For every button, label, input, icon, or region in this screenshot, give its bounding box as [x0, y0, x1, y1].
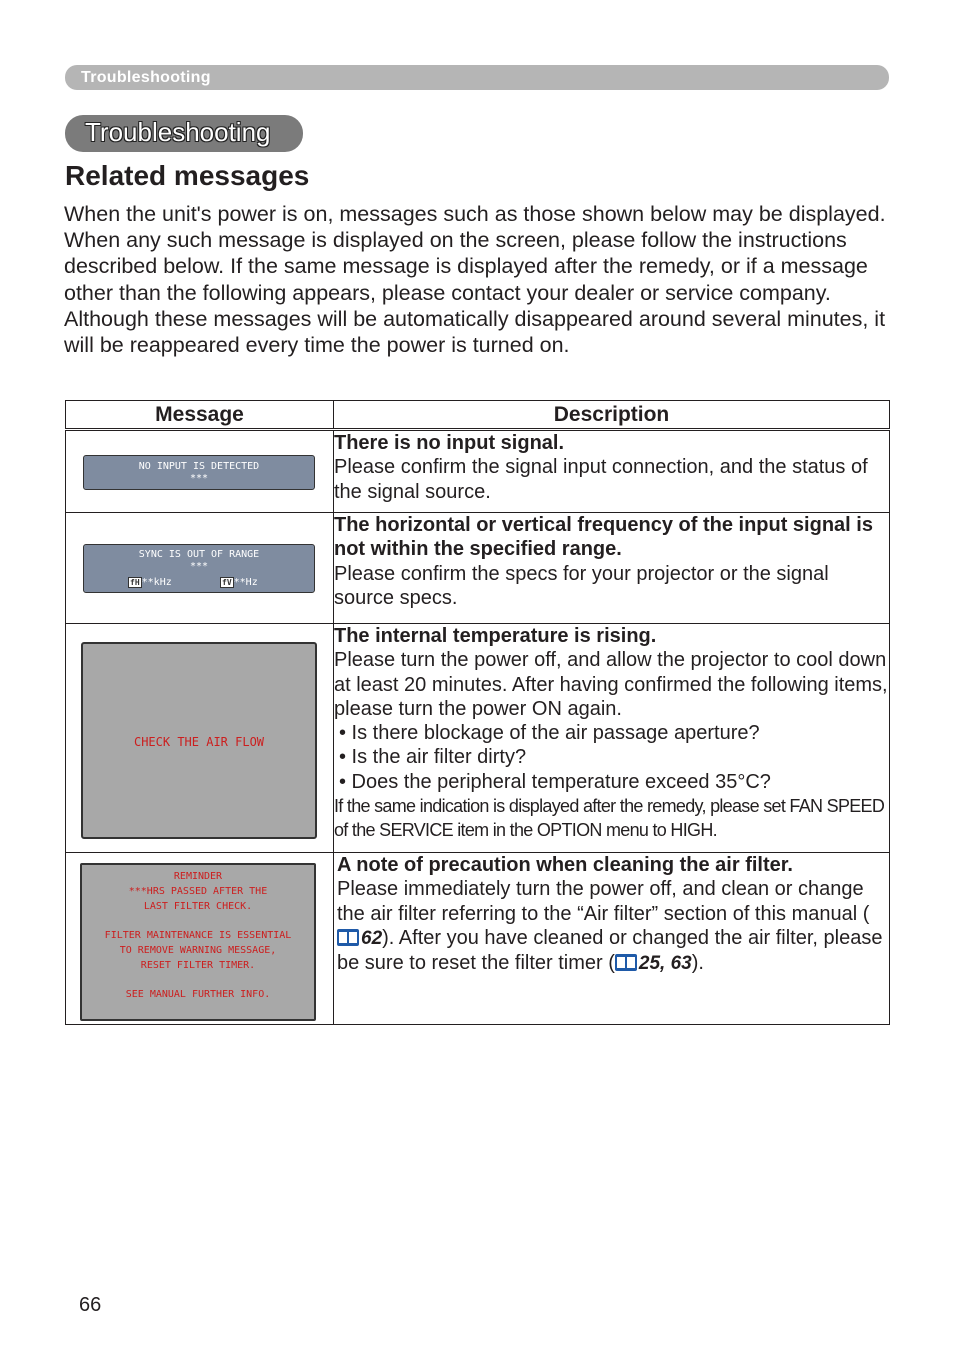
fh-icon: fH [130, 578, 140, 587]
osd-text: LAST FILTER CHECK. [143, 900, 253, 912]
description-cell [334, 513, 890, 624]
osd-no-input [83, 455, 315, 490]
section-pill [65, 115, 303, 152]
osd-text [82, 914, 314, 929]
osd-text: RESET FILTER TIMER. [140, 959, 256, 971]
description-title: The internal temperature is rising. [334, 625, 657, 647]
osd-text: FILTER MAINTENANCE IS ESSENTIAL [104, 930, 292, 942]
osd-fh-readout [128, 577, 172, 589]
description-body [337, 877, 889, 976]
message-cell [66, 513, 334, 624]
osd-text: NO INPUT IS DETECTED [138, 461, 260, 472]
book-icon [337, 929, 359, 946]
description-title: A note of precaution when cleaning the air filter. [337, 854, 793, 876]
osd-text: **kHz [141, 577, 172, 588]
description-body: Please confirm the signal input connection, and the status of the signal source. [334, 456, 868, 503]
page-number: 66 [79, 1294, 102, 1316]
description-cell [334, 853, 890, 1025]
section-title: Troubleshooting [85, 117, 271, 147]
table-row [66, 853, 890, 1025]
column-header-message: Message [66, 401, 334, 430]
column-header-description: Description [334, 401, 890, 430]
page-reference[interactable]: 25, 63 [638, 953, 692, 975]
list-item: • Does the peripheral temperature exceed 35°C? [339, 770, 771, 793]
list-item: • Is the air filter dirty? [339, 746, 527, 769]
osd-text [82, 974, 314, 989]
intro-text [64, 201, 894, 358]
message-cell [66, 430, 334, 513]
fv-icon: fV [222, 578, 232, 587]
body-text: Please immediately turn the power off, and clean or change the air filter referring to the “Air filter” section of this manual ( [337, 878, 870, 925]
osd-text: *** [189, 561, 209, 572]
page-reference[interactable]: 62 [361, 927, 383, 949]
description-title: The horizontal or vertical frequency of the input signal is not within the specified range. [334, 514, 873, 561]
osd-text: **Hz [233, 577, 258, 588]
osd-text: *** [189, 473, 209, 484]
osd-text: TO REMOVE WARNING MESSAGE, [119, 944, 277, 956]
table-row [66, 430, 890, 513]
message-cell [66, 853, 334, 1025]
description-title: There is no input signal. [334, 432, 565, 454]
description-note: If the same indication is displayed after the remedy, please set FAN SPEED of the SERVICE item in the OPTION menu to HIGH. [334, 796, 885, 841]
osd-reminder-lines [82, 870, 314, 1003]
table-header-row [66, 401, 890, 430]
intro-paragraph-2: Although these messages will be automatically disappeared around several minutes, it will be reappeared every time the power is turned on. [64, 306, 886, 358]
messages-table [65, 400, 890, 1025]
bullet-list [334, 721, 889, 794]
header-label: Troubleshooting [81, 69, 211, 86]
osd-text: SEE MANUAL FURTHER INFO. [125, 989, 271, 1001]
intro-paragraph-1: When the unit's power is on, messages such as those shown below may be displayed. When any such message is displayed on the screen, please follow the instructions described below. If the same message is displayed after the remedy, or if a message other than the following appears, please contact your dealer or service company. [64, 202, 886, 305]
description-cell [334, 430, 890, 513]
osd-text: SYNC IS OUT OF RANGE [138, 549, 260, 560]
description-cell [334, 624, 890, 853]
page-heading: Related messages [65, 160, 310, 191]
table-row [66, 624, 890, 853]
header-bar [65, 65, 889, 90]
body-text: ). After you have cleaned or changed the air filter, please be sure to reset the filter timer ( [337, 926, 883, 975]
osd-fv-readout [220, 577, 258, 589]
body-text: ). [691, 952, 704, 975]
list-item: • Is there blockage of the air passage aperture? [339, 722, 760, 745]
message-cell [66, 624, 334, 853]
osd-text: ***HRS PASSED AFTER THE [128, 885, 268, 897]
osd-sync-out-of-range [83, 544, 315, 593]
description-body: Please turn the power off, and allow the projector to cool down at least 20 minutes. After having confirmed the following items, please turn the power ON again. [334, 649, 888, 720]
osd-check-air-flow [81, 642, 317, 839]
table-row [66, 513, 890, 624]
osd-text: REMINDER [173, 871, 223, 882]
description-body: Please confirm the specs for your projector or the signal source specs. [334, 562, 829, 609]
osd-filter-reminder [80, 863, 316, 1021]
osd-text: CHECK THE AIR FLOW [133, 735, 265, 749]
book-icon [615, 954, 637, 971]
